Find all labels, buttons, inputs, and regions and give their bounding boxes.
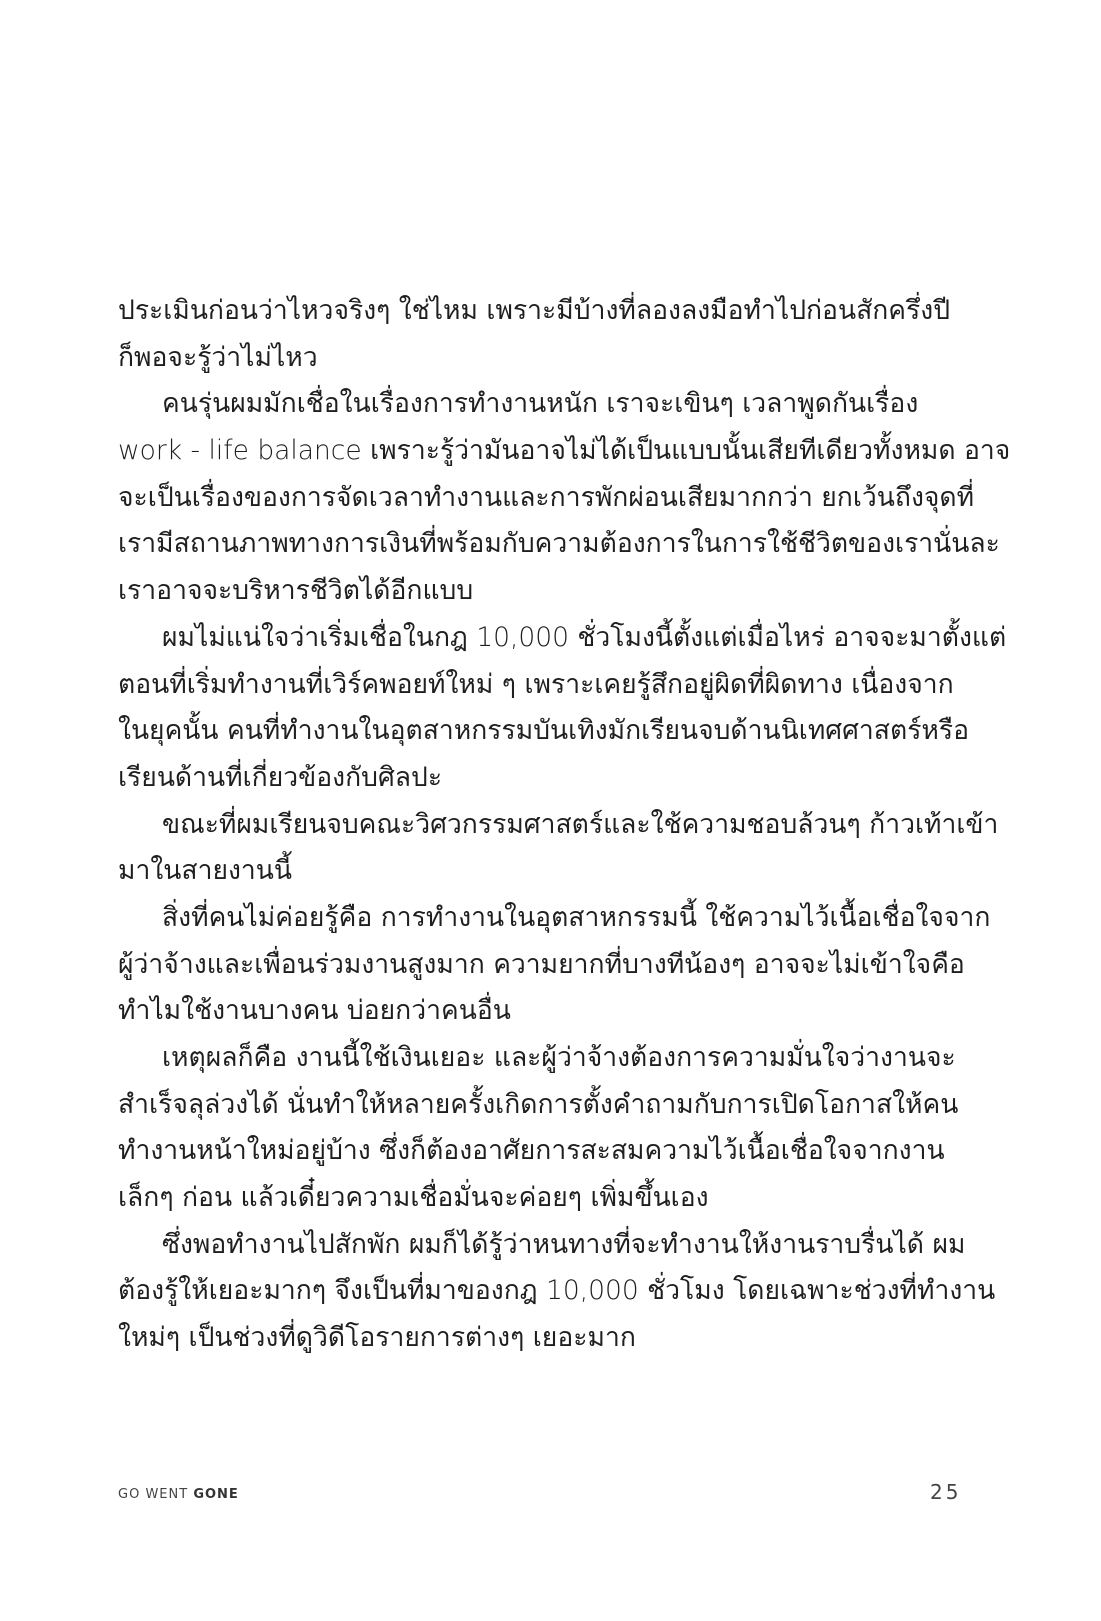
text-line: มาในสายงานนี้ xyxy=(118,855,293,887)
text-line: ในยุคนั้น คนที่ทำงานในอุตสาหกรรมบันเทิงมักเรียนจบด้านนิเทศศาสตร์หรือ xyxy=(118,715,970,747)
text-line: ต้องรู้ให้เยอะมากๆ จึงเป็นที่มาของกฎ 10,000 ชั่วโมง โดยเฉพาะช่วงที่ทำงาน xyxy=(118,1275,996,1307)
footer-title-bold: GONE xyxy=(193,1487,239,1502)
text-line: work - life balance เพราะรู้ว่ามันอาจไม่ได้เป็นแบบนั้นเสียทีเดียวทั้งหมด อาจ xyxy=(118,435,1011,467)
text-line: เราอาจจะบริหารชีวิตได้อีกแบบ xyxy=(118,575,474,607)
text-line: เล็กๆ ก่อน แล้วเดี๋ยวความเชื่อมั่นจะค่อยๆ เพิ่มขึ้นเอง xyxy=(118,1182,709,1214)
text-line: ใหม่ๆ เป็นช่วงที่ดูวิดีโอรายการต่างๆ เยอะมาก xyxy=(118,1322,636,1354)
text-line: ประเมินก่อนว่าไหวจริงๆ ใช่ไหม เพราะมีบ้างที่ลองลงมือทำไปก่อนสักครึ่งปี xyxy=(118,295,951,326)
page-number: 25 xyxy=(930,1480,962,1504)
text-line: ก็พอจะรู้ว่าไม่ไหว xyxy=(118,341,318,373)
text-line: เหตุผลก็คือ งานนี้ใช้เงินเยอะ และผู้ว่าจ้างต้องการความมั่นใจว่างานจะ xyxy=(162,1042,956,1073)
text-line: เรียนด้านที่เกี่ยวข้องกับศิลปะ xyxy=(118,761,443,793)
running-footer-title xyxy=(118,1487,239,1502)
text-line: คนรุ่นผมมักเชื่อในเรื่องการทำงานหนัก เราจะเขินๆ เวลาพูดกันเรื่อง xyxy=(162,388,919,420)
text-line: ตอนที่เริ่มทำงานที่เวิร์คพอยท์ใหม่ ๆ เพราะเคยรู้สึกอยู่ผิดที่ผิดทาง เนื่องจาก xyxy=(118,668,954,700)
text-line: จะเป็นเรื่องของการจัดเวลาทำงานและการพักผ่อนเสียมากกว่า ยกเว้นถึงจุดที่ xyxy=(118,481,975,513)
text-line: ทำไมใช้งานบางคน บ่อยกว่าคนอื่น xyxy=(118,995,511,1027)
text-line: ผู้ว่าจ้างและเพื่อนร่วมงานสูงมาก ความยากที่บางทีน้องๆ อาจจะไม่เข้าใจคือ xyxy=(118,948,965,980)
body-text xyxy=(118,288,1011,1362)
text-line: ขณะที่ผมเรียนจบคณะวิศวกรรมศาสตร์และใช้ความชอบล้วนๆ ก้าวเท้าเข้า xyxy=(162,808,999,840)
text-line: ทำงานหน้าใหม่อยู่บ้าง ซึ่งก็ต้องอาศัยการสะสมความไว้เนื้อเชื่อใจจากงาน xyxy=(118,1135,945,1167)
text-line: ซึ่งพอทำงานไปสักพัก ผมก็ได้รู้ว่าหนทางที่จะทำงานให้งานราบรื่นได้ ผม xyxy=(162,1228,966,1260)
text-line: สิ่งที่คนไม่ค่อยรู้คือ การทำงานในอุตสาหกรรมนี้ ใช้ความไว้เนื้อเชื่อใจจาก xyxy=(162,901,991,933)
text-line: ผมไม่แน่ใจว่าเริ่มเชื่อในกฎ 10,000 ชั่วโมงนี้ตั้งแต่เมื่อไหร่ อาจจะมาตั้งแต่ xyxy=(162,621,1007,653)
text-line: สำเร็จลุล่วงได้ นั่นทำให้หลายครั้งเกิดการตั้งคำถามกับการเปิดโอกาสให้คน xyxy=(118,1088,959,1120)
footer-title-prefix: GO WENT xyxy=(118,1487,194,1502)
text-line: เรามีสถานภาพทางการเงินที่พร้อมกับความต้องการในการใช้ชีวิตของเรานั่นละ xyxy=(118,528,1000,560)
